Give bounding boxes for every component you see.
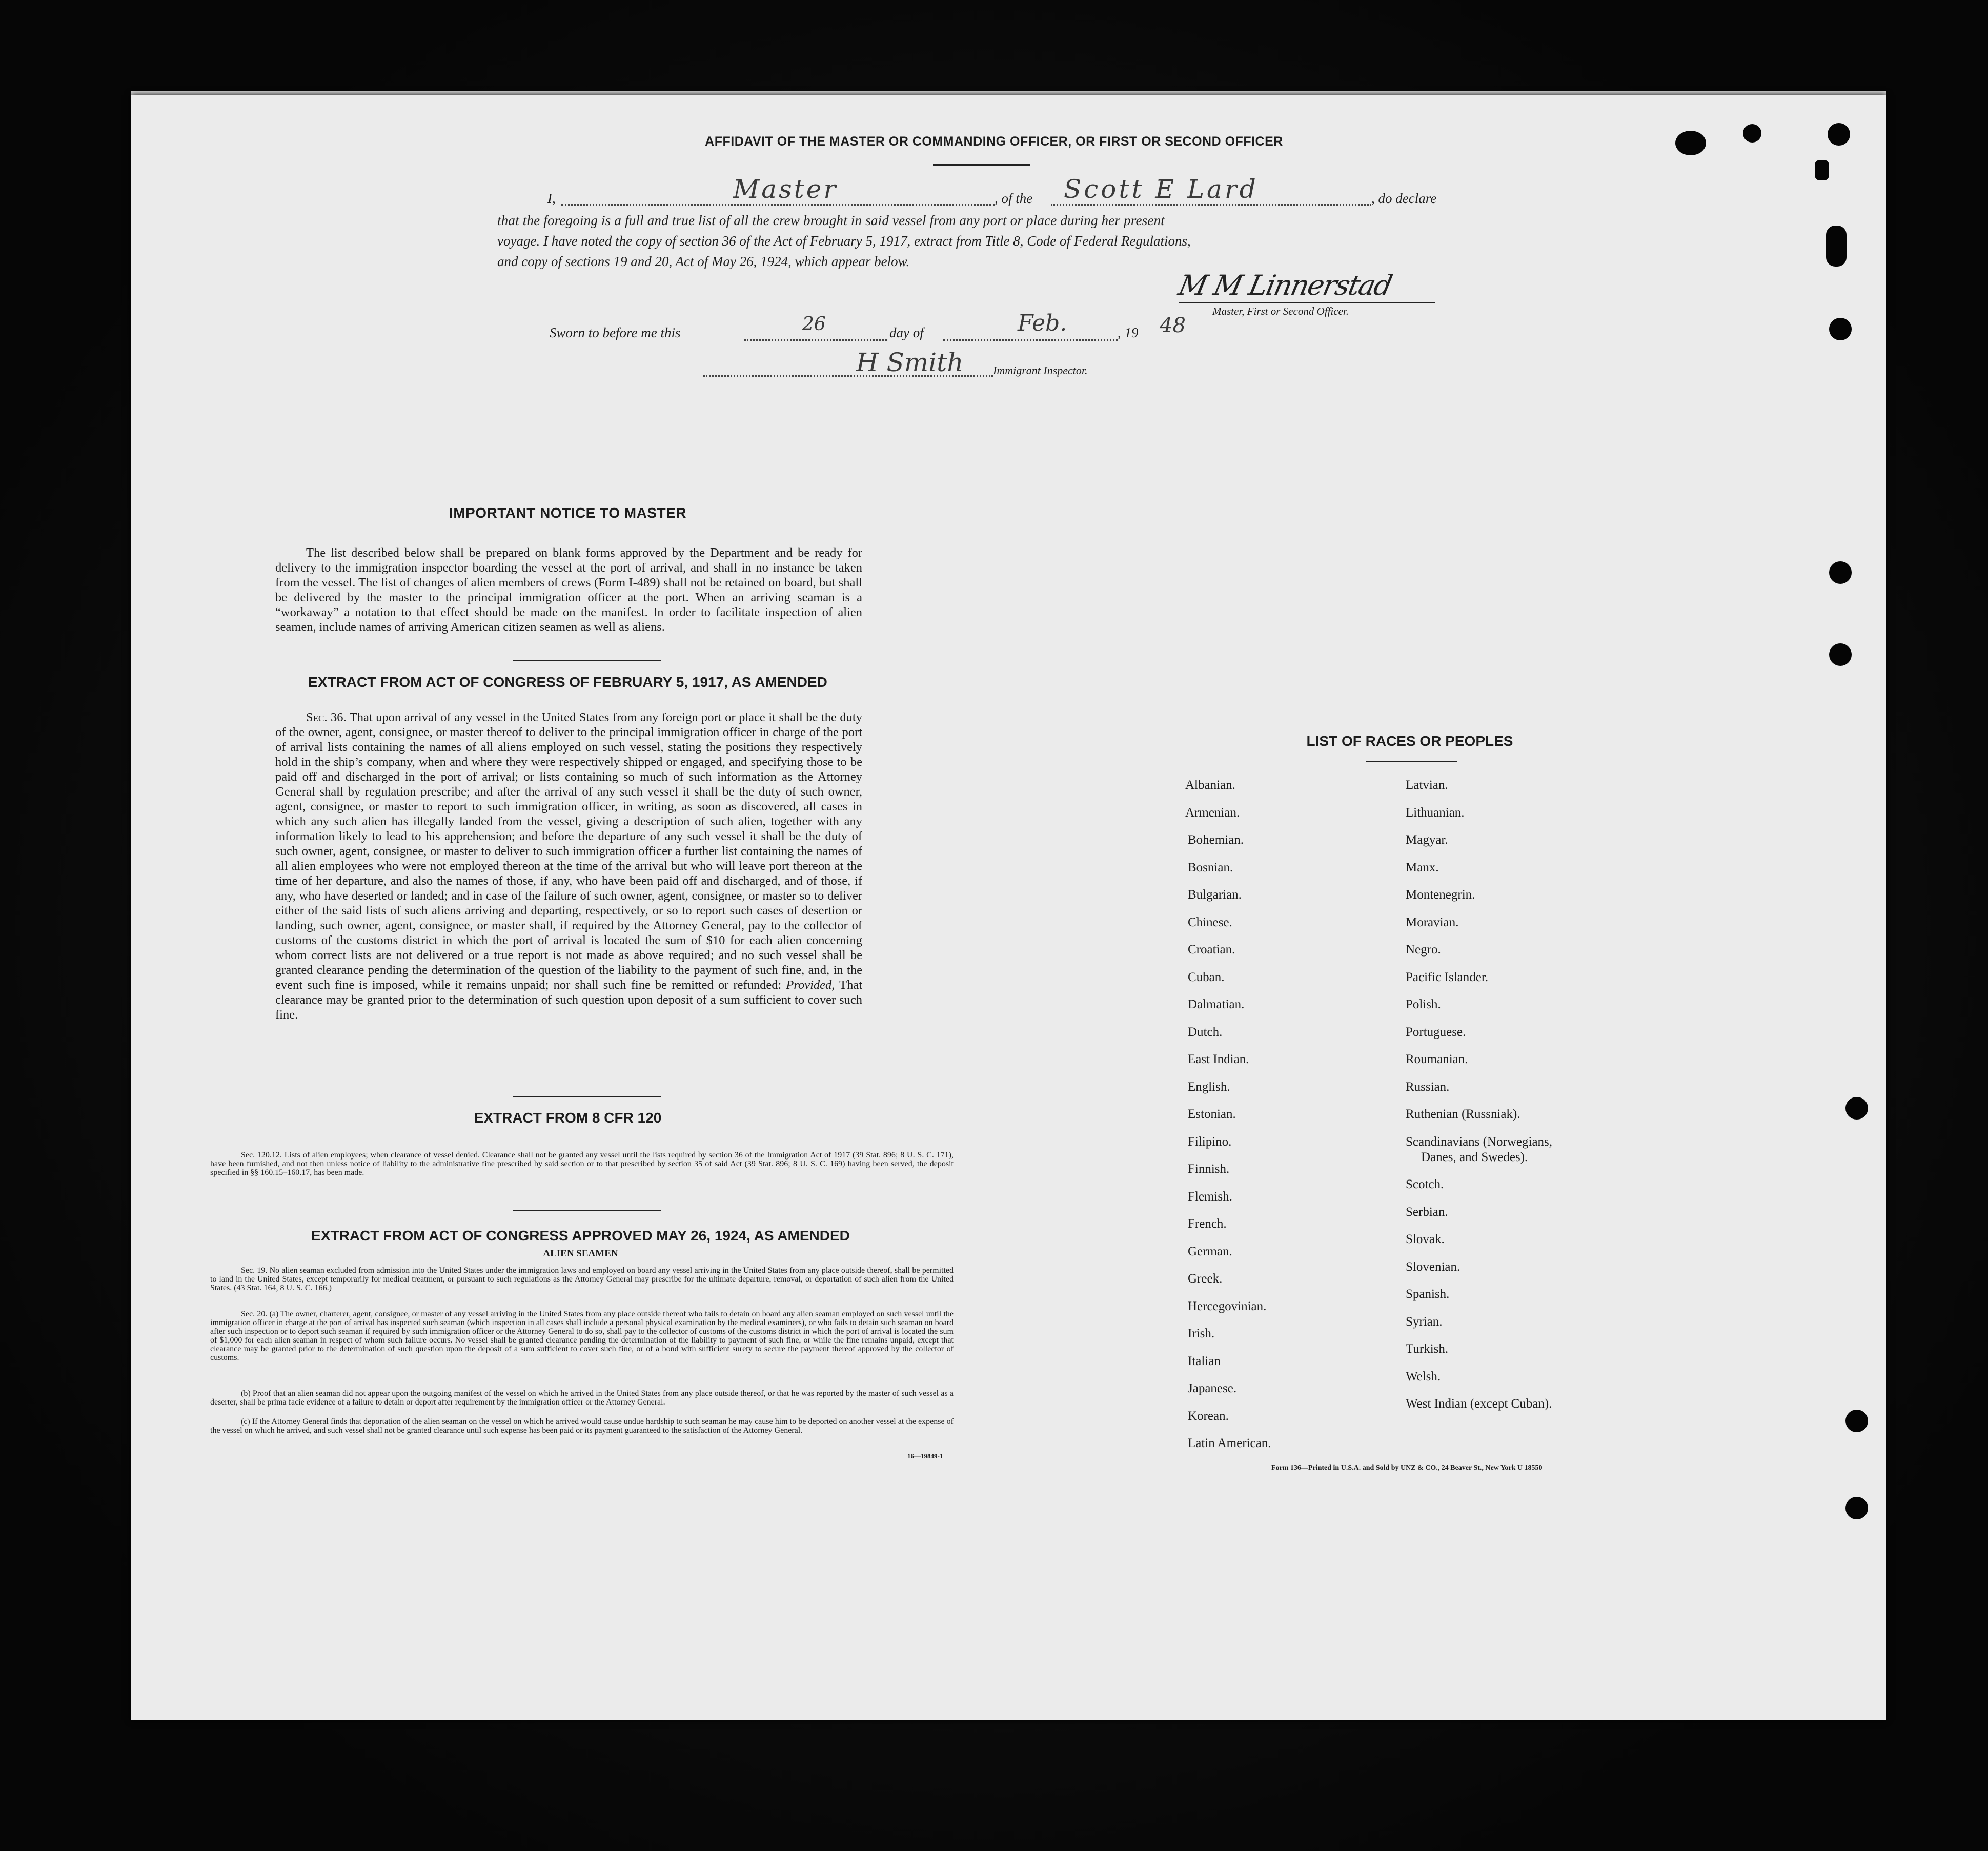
race-item: Russian. (1406, 1080, 1450, 1094)
race-item: Serbian. (1406, 1205, 1448, 1219)
sec-20c-body: (c) If the Attorney General finds that deportation of the alien seaman on the vessel on which he arrived would cause undue hardship to such seaman he may cause him to be deported on another vessel at the expense of the vessel on which he arrived, and such vessel shall not be granted clearance until such expense has been paid or its payment guaranteed to the satisfaction of the Attorney General. (210, 1417, 954, 1435)
race-item: West Indian (except Cuban). (1406, 1397, 1552, 1411)
race-item: Albanian. (1185, 778, 1235, 792)
race-item: English. (1188, 1080, 1230, 1094)
provided-word: Provided, (786, 978, 835, 992)
vessel-handwritten: Scott E Lard (1064, 174, 1259, 204)
race-item: Polish. (1406, 998, 1441, 1011)
race-item: Welsh. (1406, 1369, 1441, 1384)
race-item: Greek. (1188, 1272, 1223, 1286)
signature-caption: Master, First or Second Officer. (1212, 305, 1349, 317)
race-item: Finnish. (1188, 1162, 1230, 1176)
race-item: Bulgarian. (1188, 888, 1242, 902)
race-item: Korean. (1188, 1409, 1229, 1423)
extract-1917-title: EXTRACT FROM ACT OF CONGRESS OF FEBRUARY 5, 1917, AS AMENDED (308, 674, 827, 690)
race-item: Estonian. (1188, 1107, 1236, 1121)
race-item: Bosnian. (1188, 860, 1233, 874)
signature-rule (1179, 302, 1435, 303)
race-item: German. (1188, 1244, 1232, 1258)
race-item: Syrian. (1406, 1314, 1443, 1329)
do-declare-label: , do declare (1371, 191, 1437, 206)
race-item: Turkish. (1406, 1342, 1449, 1356)
cfr-body: Sec. 120.12. Lists of alien employees; when clearance of vessel denied. Clearance shall not be granted any vessel until the lists required by section 36 of the Immigration Act of 1917 (39 Stat. 896; 8 U. S. C. 171), have been furnished, and not then unless notice of liability to the administrative fine prescribed by said section or to that prescribed by section 35 of said Act (39 Stat. 896; 8 U. S. C. 169) having been served, the deposit specified in §§ 160.15–160.17, has been made. (210, 1151, 954, 1177)
inspector-caption: Immigrant Inspector. (993, 364, 1088, 377)
affidavit-i-label: I, (547, 191, 556, 206)
officer-line (561, 204, 995, 206)
race-item: Bohemian. (1188, 833, 1244, 847)
inspector-handwritten: H Smith (856, 348, 964, 377)
race-item: Moravian. (1406, 915, 1459, 929)
section-rule (513, 1096, 661, 1097)
punch-hole (1829, 318, 1852, 340)
day-of-label: day of (889, 325, 924, 340)
punch-hole (1845, 1097, 1868, 1120)
race-item: Spanish. (1406, 1287, 1450, 1301)
race-item: Danes, and Swedes). (1421, 1150, 1528, 1164)
affidavit-title: AFFIDAVIT OF THE MASTER OR COMMANDING OFFICER, OR FIRST OR SECOND OFFICER (705, 134, 1283, 149)
race-item: Scotch. (1406, 1177, 1444, 1191)
race-item: Dalmatian. (1188, 998, 1245, 1011)
race-item: Magyar. (1406, 833, 1448, 847)
cfr-title: EXTRACT FROM 8 CFR 120 (474, 1110, 662, 1126)
day-line (744, 339, 887, 341)
race-item: Croatian. (1188, 943, 1235, 957)
race-item: Japanese. (1188, 1381, 1237, 1395)
race-item: Irish. (1188, 1327, 1215, 1340)
race-item: Slovenian. (1406, 1259, 1460, 1274)
sec-20b-body: (b) Proof that an alien seaman did not appear upon the outgoing manifest of the vessel on which he arrived in the United States from any place outside thereof, or that he was reported by the master of such vessel as a deserter, shall be prima facie evidence of a failure to detain or deport after requirement by the immigration officer or the Attorney General. (210, 1389, 954, 1407)
notice-title: IMPORTANT NOTICE TO MASTER (449, 505, 687, 521)
title-rule (933, 164, 1030, 166)
punch-hole (1829, 643, 1852, 666)
section-rule (513, 660, 661, 661)
races-title: LIST OF RACES OR PEOPLES (1306, 733, 1513, 749)
race-item: Italian (1188, 1354, 1221, 1368)
section-rule (513, 1210, 661, 1211)
extract-1924-title: EXTRACT FROM ACT OF CONGRESS APPROVED MAY 26, 1924, AS AMENDED (311, 1228, 850, 1244)
section-36-text: That upon arrival of any vessel in the United States from any foreign port or place it shall be the duty of the owner, agent, consignee, or master thereof to deliver to the principal immigration officer in charge of the port of arrival lists containing the names of all aliens employed on such vessel, stating the positions they respectively hold in the ship’s company, when and where they were respectively shipped or engaged, and specifying those to be paid off and discharged in the port of arrival; or lists containing so much of such information as the Attorney General shall by regulation prescribe; and after the arrival of any such vessel it shall be the duty of such owner, agent, consignee, or master to report to such immigration officer, in writing, as soon as discovered, all cases in which any such alien has illegally landed from the vessel, giving a description of such alien, together with any information likely to lead to his apprehension; and before the departure of any such vessel it shall be the duty of such owner, agent, consignee, or master to deliver to such immigration officer a further list containing the names of all alien employees who were not employed thereon at the time of the arrival but who will leave port thereon at the time of her departure, and also the names of those, if any, who have been paid off and discharged, and of those, if any, who have deserted or landed; and in case of the failure of such owner, agent, consignee, or master so to deliver either of the said lists of such aliens arriving and departing, respectively, or so to report such cases of desertion or landing, such owner, agent, consignee, or master shall, if required by the Attorney General, pay to the collector of customs of the customs district in which the port of arrival is located the sum of $10 for each alien concerning whom correct lists are not delivered or a true report is not made as above required; and no such vessel shall be granted clearance pending the determination of the question of the liability to the payment of such fine, and, in the event such fine is imposed, while it remains unpaid; nor shall such fine be remitted or refunded: (275, 710, 862, 992)
month-handwritten: Feb. (1018, 310, 1067, 336)
race-item: Lithuanian. (1406, 805, 1465, 820)
race-item: East Indian. (1188, 1052, 1249, 1066)
race-item: Cuban. (1188, 970, 1225, 984)
section-36-label: Sec. 36. (306, 710, 347, 724)
race-item: Montenegrin. (1406, 888, 1475, 902)
affidavit-line-4: and copy of sections 19 and 20, Act of May 26, 1924, which appear below. (497, 254, 910, 269)
race-item: Latvian. (1406, 778, 1448, 792)
punch-hole (1845, 1497, 1868, 1519)
extract-1917-body (275, 710, 862, 1022)
extract-1924-subtitle: ALIEN SEAMEN (543, 1248, 618, 1259)
section-36-end: That clearance may be granted prior to the determination of such question upon deposit of a sum sufficient to cover such fine. (275, 978, 863, 1022)
race-item: Scandinavians (Norwegians, (1406, 1134, 1553, 1149)
sec-19-body: Sec. 19. No alien seaman excluded from admission into the United States under the immigration laws and employed on board any vessel arriving in the United States from any place outside thereof, shall be permitted to land in the United States, except temporarily for medical treatment, or pursuant to such regulations as the Attorney General may prescribe for the ultimate departure, removal, or deportation of such alien from the United States. (43 Stat. 164, 8 U. S. C. 166.) (210, 1266, 954, 1292)
race-item: Latin American. (1188, 1436, 1271, 1450)
affidavit-line-2: that the foregoing is a full and true list of all the crew brought in said vessel from any port or place during her present (497, 213, 1165, 228)
year-prefix: , 19 (1118, 325, 1139, 340)
punch-hole (1826, 226, 1847, 267)
race-item: Dutch. (1188, 1025, 1223, 1039)
of-the-label: , of the (995, 191, 1033, 206)
race-item: French. (1188, 1217, 1227, 1231)
race-item: Slovak. (1406, 1232, 1445, 1246)
race-item: Flemish. (1188, 1189, 1232, 1204)
race-item: Manx. (1406, 860, 1439, 874)
punch-hole (1829, 561, 1852, 584)
year-handwritten: 48 (1160, 314, 1186, 337)
races-rule (1366, 761, 1457, 762)
notice-body: The list described below shall be prepared on blank forms approved by the Department and be ready for delivery to the immigration inspector boarding the vessel at the port of arrival, and shall in no instance be taken from the vessel. The list of changes of alien members of crews (Form I-489) shall not be retained on board, but shall be delivered by the master to the principal immigration officer at the port. When an arriving seaman is a “workaway” a notation to that effect should be made on the manifest. In order to facilitate inspection of alien seamen, include names of arriving American citizen seamen as well as aliens. (275, 546, 862, 634)
race-item: Roumanian. (1406, 1052, 1468, 1066)
race-item: Armenian. (1185, 805, 1240, 820)
month-line (943, 339, 1118, 341)
sworn-label: Sworn to before me this (550, 325, 681, 340)
race-item: Portuguese. (1406, 1025, 1466, 1039)
day-handwritten: 26 (802, 314, 826, 335)
race-item: Chinese. (1188, 915, 1232, 929)
affidavit-line-3: voyage. I have noted the copy of section 36 of the Act of February 5, 1917, extract from Title 8, Code of Federal Regulations, (497, 233, 1191, 249)
officer-handwritten: Master (733, 174, 838, 204)
vessel-line (1051, 204, 1371, 206)
race-item: Ruthenian (Russniak). (1406, 1107, 1520, 1121)
race-item: Hercegovinian. (1188, 1299, 1267, 1313)
race-item: Filipino. (1188, 1134, 1232, 1149)
punch-hole (1815, 160, 1829, 180)
punch-hole (1845, 1410, 1868, 1432)
sec-20a-body: Sec. 20. (a) The owner, charterer, agent, consignee, or master of any vessel arriving in the United States from any place outside thereof who fails to detain on board any alien seaman employed on such vessel until the immigration officer in charge at the port of arrival has inspected such seaman (which inspection in all cases shall include a personal physical examination by the medical examiners), or who fails to detain such seaman on board after such inspection or to deport such seaman if required by such immigration officer or the Attorney General to do so, shall pay to the collector of customs of the customs district in which the port of arrival is located the sum of $1,000 for each alien seaman in respect of whom such failure occurs. No vessel shall be granted clearance pending the determination of the liability to payment of such fine, or while the fine remains unpaid, except that clearance may be granted prior to the determination of such question upon the deposit of a sum sufficient to cover such fine, or of a bond with sufficient surety to secure the payment thereof approved by the collector of customs. (210, 1310, 954, 1362)
form-footer: Form 136—Printed in U.S.A. and Sold by UNZ & CO., 24 Beaver St., New York U 18550 (1271, 1464, 1543, 1472)
master-signature: M M Linnerstad (1175, 269, 1395, 301)
form-code: 16—19849-1 (907, 1452, 943, 1460)
race-item: Pacific Islander. (1406, 970, 1489, 984)
race-item: Negro. (1406, 943, 1441, 957)
